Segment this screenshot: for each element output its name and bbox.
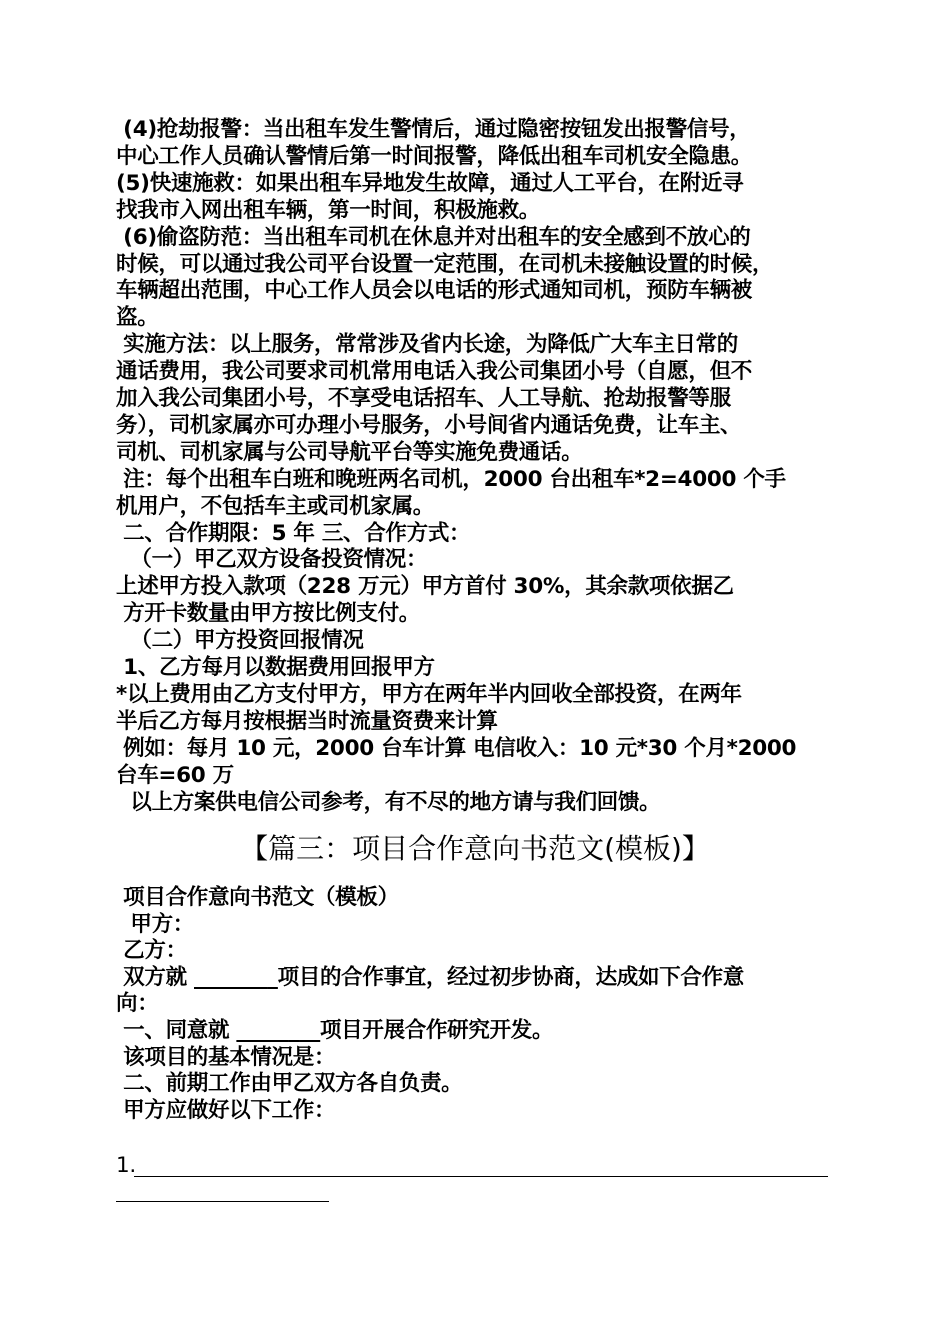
text-line: (6)偷盗防范：当出租车司机在休息并对出租车的安全感到不放心的 bbox=[116, 224, 751, 250]
text-line: 上述甲方投入款项（228 万元）甲方首付 30%，其余款项依据乙 bbox=[116, 574, 734, 600]
text-line: 实施方法：以上服务，常常涉及省内长途，为降低广大车主日常的 bbox=[116, 332, 738, 358]
text-line: 台车=60 万 bbox=[116, 762, 234, 788]
text-line: 注：每个出租车白班和晚班两名司机，2000 台出租车*2=4000 个手 bbox=[116, 466, 786, 492]
text-line: 司机、司机家属与公司导航平台等实施免费通话。 bbox=[116, 439, 583, 465]
text-line: 务），司机家属亦可办理小号服务，小号间省内通话免费，让车主、 bbox=[116, 412, 742, 438]
text-line: 盗。 bbox=[116, 305, 159, 331]
text-line: 通话费用，我公司要求司机常用电话入我公司集团小号（自愿，但不 bbox=[116, 359, 753, 385]
text-line: 乙方： bbox=[116, 938, 187, 964]
text-line: 车辆超出范围，中心工作人员会以电话的形式通知司机，预防车辆被 bbox=[116, 278, 753, 304]
text-line: (5)快速施救：如果出租车异地发生故障，通过人工平台，在附近寻 bbox=[116, 170, 744, 196]
item-one-label: 1. bbox=[116, 1153, 136, 1178]
text-line: 半后乙方每月按根据当时流量资费来计算 bbox=[116, 708, 498, 734]
text-line: 机用户，不包括车主或司机家属。 bbox=[116, 493, 435, 519]
text-line: 该项目的基本情况是： bbox=[116, 1044, 336, 1070]
text-line: 二、前期工作由甲乙双方各自负责。 bbox=[116, 1071, 463, 1097]
text-line: 例如：每月 10 元，2000 台车计算 电信收入：10 元*30 个月*2000 bbox=[116, 735, 797, 761]
text-line: 以上方案供电信公司参考，有不尽的地方请与我们回馈。 bbox=[116, 789, 661, 815]
text-line: 甲方应做好以下工作： bbox=[116, 1097, 336, 1123]
text-line: 一、同意就 ________项目开展合作研究开发。 bbox=[116, 1018, 554, 1043]
text-line: 中心工作人员确认警情后第一时间报警，降低出租车司机安全隐患。 bbox=[116, 143, 753, 169]
text-line: *以上费用由乙方支付甲方，甲方在两年半内回收全部投资，在两年 bbox=[116, 681, 742, 707]
fill-in-line bbox=[116, 1201, 329, 1202]
text-line: 找我市入网出租车辆，第一时间，积极施救。 bbox=[116, 197, 541, 223]
fill-in-line bbox=[134, 1176, 828, 1177]
text-line: 方开卡数量由甲方按比例支付。 bbox=[116, 601, 420, 627]
text-line: 加入我公司集团小号，不享受电话招车、人工导航、抢劫报警等服 bbox=[116, 386, 731, 411]
text-line: （二）甲方投资回报情况 bbox=[116, 628, 364, 654]
section-heading: 【篇三：项目合作意向书范文(模板)】 bbox=[240, 832, 710, 865]
text-line: 时候，可以通过我公司平台设置一定范围，在司机未接触设置的时候， bbox=[116, 251, 774, 277]
text-line: 二、合作期限：5 年 三、合作方式： bbox=[116, 520, 471, 546]
text-line: 双方就 ________项目的合作事宜，经过初步协商，达成如下合作意 bbox=[116, 964, 744, 990]
text-line: (4)抢劫报警：当出租车发生警情后，通过隐密按钮发出报警信号， bbox=[116, 117, 751, 142]
text-line: 项目合作意向书范文（模板） bbox=[116, 885, 399, 910]
text-line: 向： bbox=[116, 991, 159, 1017]
text-line: （一）甲乙双方设备投资情况： bbox=[116, 547, 428, 573]
text-line: 1、乙方每月以数据费用回报甲方 bbox=[116, 655, 435, 680]
text-line: 甲方： bbox=[116, 911, 194, 937]
